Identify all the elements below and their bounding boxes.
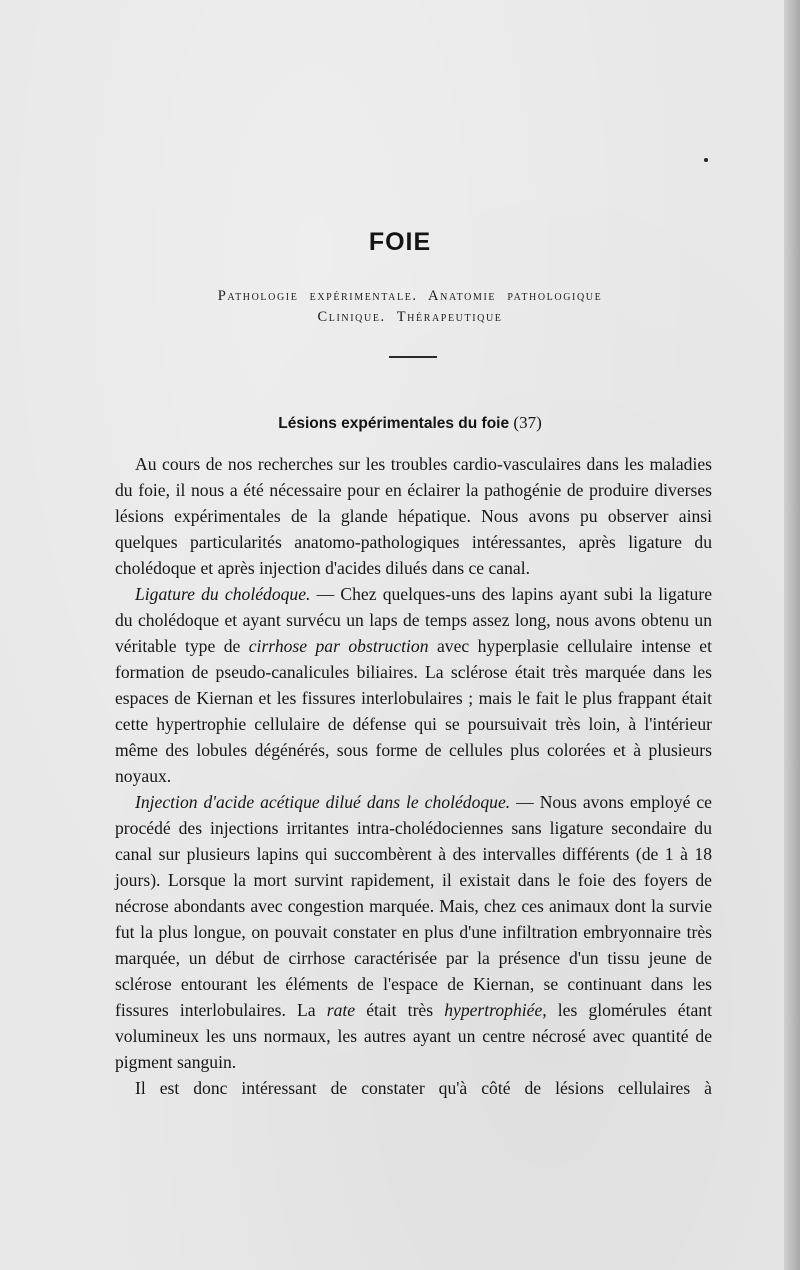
section-number: (37) bbox=[513, 413, 542, 432]
body-paragraph bbox=[115, 451, 712, 581]
title-divider-rule bbox=[389, 356, 437, 358]
body-paragraph bbox=[115, 581, 712, 789]
page-edge-shadow bbox=[784, 0, 800, 1270]
italic-phrase: Injection d'acide acétique dilué dans le cholédoque. bbox=[135, 792, 511, 812]
italic-phrase: rate bbox=[326, 1000, 356, 1020]
italic-phrase: cirrhose par obstruction bbox=[248, 636, 429, 656]
page-title: FOIE bbox=[368, 228, 432, 256]
section-heading bbox=[0, 413, 800, 433]
body-paragraph bbox=[115, 789, 712, 1075]
italic-phrase: hypertrophiée, bbox=[444, 1000, 547, 1020]
section-heading-text: Lésions expérimentales du foie bbox=[278, 415, 510, 432]
body-paragraph bbox=[115, 1075, 712, 1101]
ink-speck bbox=[704, 158, 708, 162]
subtitle-line-2: Clinique. Thérapeutique bbox=[317, 309, 503, 325]
italic-phrase: Ligature du cholédoque. bbox=[135, 584, 311, 604]
text-run: était très bbox=[355, 1000, 445, 1020]
text-run: — Nous avons employé ce procédé des injections irritantes intra-cholédociennes sans ligature secondaire du canal sur plusieurs lapins qui succombèrent à des intervalles différents (de 1 à 18 jours). Lorsque la mort survint rapidement, il existait dans le foie des foyers de nécrose abondants avec congestion marquée. Mais, chez ces animaux dont la survie fut la plus longue, on pouvait constater en plus d'une infiltration embryonnaire très marquée, un début de cirrhose caractérisée par la présence d'un tissu jeune de sclérose entourant les éléments de l'espace de Kiernan, se continuant dans les fissures interlobulaires. La bbox=[115, 792, 712, 1020]
text-run: — Chez quelques-uns des lapins ayant subi la ligature du cholédoque et ayant survécu un laps de temps assez long, nous avons obtenu un véritable type de bbox=[115, 584, 712, 656]
text-run: Au cours de nos recherches sur les troubles cardio-vasculaires dans les maladies du foie, il nous a été nécessaire pour en éclairer la pathogénie de produire diverses lésions expérimentales de la glande hépatique. Nous avons pu observer ainsi quelques particularités anatomo-pathologiques intéressantes, après ligature du cholédoque et après injection d'acides dilués dans ce canal. bbox=[115, 454, 712, 578]
text-run: avec hyperplasie cellulaire intense et formation de pseudo-canalicules biliaires. La sclérose était très marquée dans les espaces de Kiernan et les fissures interlobulaires ; mais le fait le plus frappant était cette hypertrophie cellulaire de défense qui se poursuivait très loin, à l'intérieur même des lobules dégénérés, sous forme de cellules plus colorées et à plusieurs noyaux. bbox=[115, 636, 712, 786]
subtitle-line-1: Pathologie expérimentale. Anatomie pathologique bbox=[217, 288, 603, 304]
body-text bbox=[115, 451, 712, 1101]
text-run: les glomérules étant volumineux les uns normaux, les autres ayant un centre nécrosé avec quantité de pigment sanguin. bbox=[115, 1000, 712, 1072]
text-run: Il est donc intéressant de constater qu'à côté de lésions cellulaires à bbox=[135, 1078, 712, 1098]
